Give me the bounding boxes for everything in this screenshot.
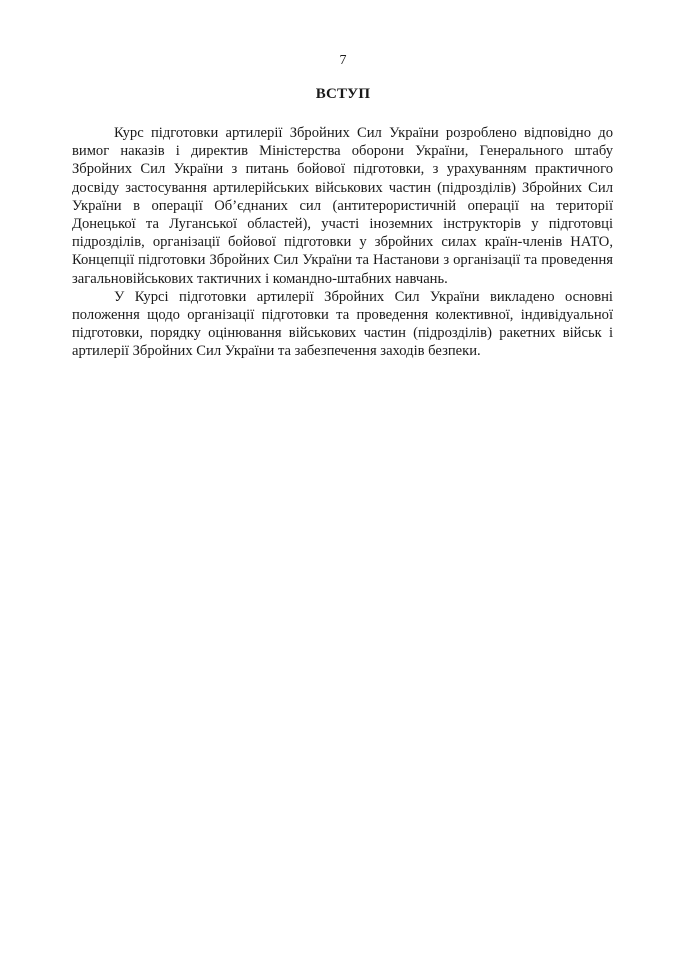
section-heading: ВСТУП [315,86,371,102]
paragraph-intro: Курс підготовки артилерії Збройних Сил України розроблено відповідно до вимог наказів і директив Міністерства оборони України, Генерального штабу Збройних Сил України з питань бойової підготовки, з урахуванням практичного досвіду застосування артилерійських військових частин (підрозділів) Збройних Сил України в операції Об’єднаних сил (антитерористичній операції на території Донецької та Луганської областей), участі іноземних інструкторів у підготовці підрозділів, організації бойової підготовки у збройних силах країн-членів НАТО, Концепції підготовки Збройних Сил України та Настанови з організації та проведення загальновійськових тактичних і командно-штабних навчань. [72,125,613,287]
body-text [72,124,613,361]
paragraph-contents: У Курсі підготовки артилерії Збройних Сил України викладено основні положення щодо організації підготовки та проведення колективної, індивідуальної підготовки, порядку оцінювання військових частин (підрозділів) ракетних військ і артилерії Збройних Сил України та забезпечення заходів безпеки. [72,288,613,360]
page-number: 7 [339,53,347,68]
